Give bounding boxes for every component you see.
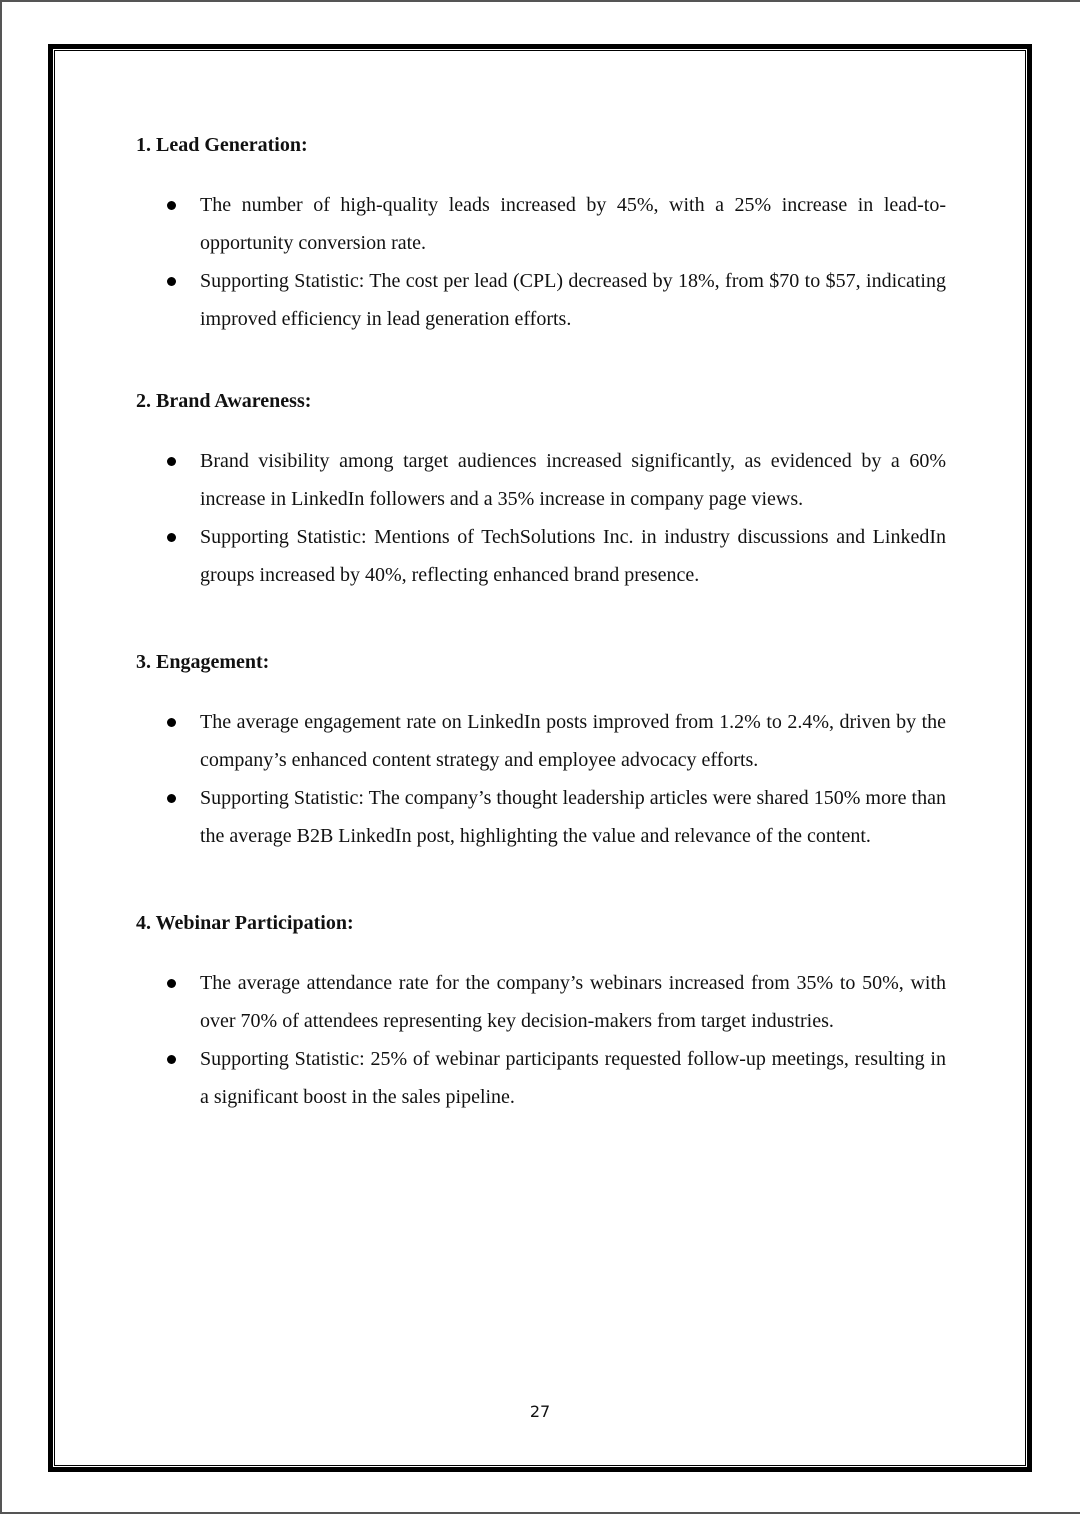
- section-lead-generation: [136, 128, 946, 338]
- bullet-text: The average engagement rate on LinkedIn posts improved from 1.2% to 2.4%, driven by the company’s enhanced content strategy and employee advocacy efforts.: [200, 711, 946, 771]
- bullet-icon: [167, 979, 176, 988]
- list-item: [136, 1040, 946, 1116]
- list-item: [136, 442, 946, 518]
- bullet-text: Supporting Statistic: The company’s thought leadership articles were shared 150% more than the average B2B LinkedIn post, highlighting the value and relevance of the content.: [200, 787, 946, 847]
- bullet-icon: [167, 718, 176, 727]
- bullet-icon: [167, 201, 176, 210]
- list-item: [136, 703, 946, 779]
- document-body: [136, 128, 946, 1162]
- section-webinar-participation: [136, 906, 946, 1116]
- bullet-icon: [167, 1055, 176, 1064]
- bullet-icon: [167, 794, 176, 803]
- bullet-list: [136, 964, 946, 1116]
- list-item: [136, 186, 946, 262]
- section-engagement: [136, 645, 946, 855]
- bullet-text: The average attendance rate for the company’s webinars increased from 35% to 50%, with over 70% of attendees representing key decision-makers from target industries.: [200, 972, 946, 1032]
- bullet-text: Brand visibility among target audiences increased significantly, as evidenced by a 60% increase in LinkedIn followers and a 35% increase in company page views.: [200, 450, 946, 510]
- list-item: [136, 262, 946, 338]
- bullet-text: Supporting Statistic: Mentions of TechSolutions Inc. in industry discussions and LinkedIn groups increased by 40%, reflecting enhanced brand presence.: [200, 526, 946, 586]
- list-item: [136, 964, 946, 1040]
- list-item: [136, 779, 946, 855]
- section-brand-awareness: [136, 384, 946, 594]
- bullet-text: Supporting Statistic: 25% of webinar participants requested follow-up meetings, resulting in a significant boost in the sales pipeline.: [200, 1048, 946, 1108]
- page-number: 27: [529, 1402, 551, 1421]
- bullet-icon: [167, 457, 176, 466]
- section-heading: 4. Webinar Participation:: [136, 912, 354, 934]
- bullet-list: [136, 703, 946, 855]
- bullet-text: The number of high-quality leads increased by 45%, with a 25% increase in lead-to-opportunity conversion rate.: [200, 194, 946, 254]
- bullet-icon: [167, 533, 176, 542]
- list-item: [136, 518, 946, 594]
- section-heading: 3. Engagement:: [136, 651, 270, 673]
- bullet-list: [136, 442, 946, 594]
- bullet-icon: [167, 277, 176, 286]
- section-heading: 2. Brand Awareness:: [136, 390, 312, 412]
- section-heading: 1. Lead Generation:: [136, 134, 308, 156]
- bullet-text: Supporting Statistic: The cost per lead (CPL) decreased by 18%, from $70 to $57, indicating improved efficiency in lead generation efforts.: [200, 270, 946, 330]
- bullet-list: [136, 186, 946, 338]
